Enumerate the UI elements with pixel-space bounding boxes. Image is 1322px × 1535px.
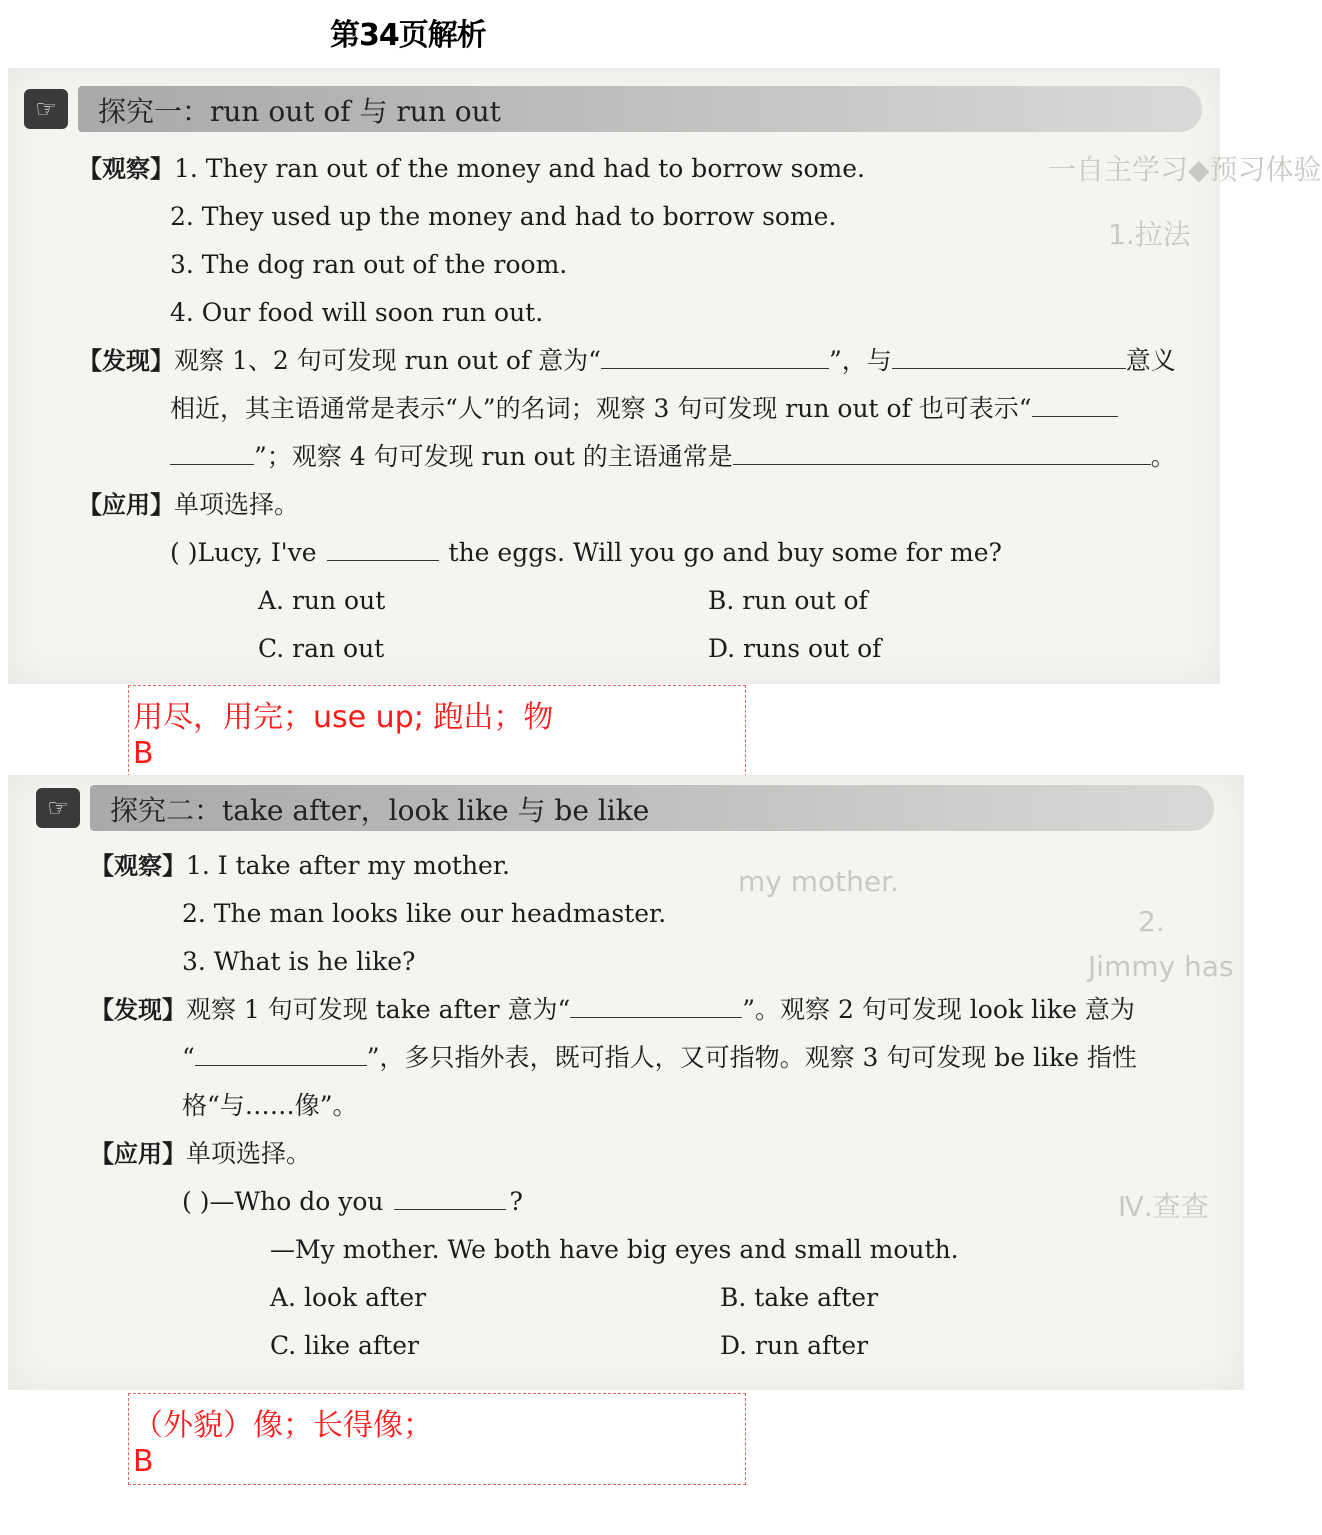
observe-line: 2. The man looks like our headmaster. [182, 899, 667, 928]
section-title: 探究二：take after，look like 与 be like [110, 794, 650, 827]
option-a: A. run out [258, 586, 386, 615]
answer-box [128, 1393, 746, 1485]
discover-line: 【发现】观察 1 句可发现 take after 意为“ ”。观察 2 句可发现 look like 意为 [90, 995, 1135, 1024]
observe-line: 【观察】1. I take after my mother. [90, 851, 510, 880]
answer-blank [733, 442, 1151, 465]
answer-text: 用尽，用完；use up; 跑出；物 [133, 700, 554, 735]
bleed-through: 一自主学习◆预习体验 [1048, 153, 1322, 186]
question: ( )Lucy, I've the eggs. Will you go and buy some for me? [170, 538, 1002, 567]
observe-line: 【观察】1. They ran out of the money and had to borrow some. [78, 154, 865, 183]
bleed-through: 1.拉法 [1108, 218, 1191, 251]
section-header [24, 86, 1202, 132]
apply-line: 【应用】单项选择。 [78, 490, 300, 519]
apply-line: 【应用】单项选择。 [90, 1139, 312, 1168]
answer-choice: B [133, 1444, 154, 1479]
answer-blank [195, 1043, 367, 1066]
option-b: B. take after [720, 1283, 879, 1312]
answer-choice: B [133, 736, 154, 771]
answer-blank [394, 1187, 506, 1210]
bleed-through: 2. [1138, 905, 1165, 938]
pointing-hand-icon: ☞ [36, 788, 80, 828]
answer-blank [892, 346, 1126, 369]
answer-blank [170, 442, 254, 465]
observe-line: 4. Our food will soon run out. [170, 298, 544, 327]
textbook-scan-1 [8, 68, 1322, 684]
option-d: D. runs out of [708, 634, 882, 663]
option-a: A. look after [270, 1283, 427, 1312]
page-title: 第34页解析 [330, 18, 486, 53]
textbook-scan-2 [8, 775, 1244, 1390]
answer-text: （外貌）像；长得像； [133, 1408, 433, 1443]
observe-line: 3. The dog ran out of the room. [170, 250, 568, 279]
bleed-through: my mother. [738, 865, 899, 898]
answer-box [128, 685, 746, 777]
discover-line: ”；观察 4 句可发现 run out 的主语通常是 。 [170, 440, 1176, 474]
discover-line: “ ”，多只指外表，既可指人，又可指物。观察 3 句可发现 be like 指性 [182, 1043, 1137, 1072]
observe-line: 2. They used up the money and had to borrow some. [170, 202, 837, 231]
discover-line: 格“与……像”。 [182, 1091, 358, 1120]
answer-blank [601, 346, 829, 369]
observe-line: 3. What is he like? [182, 947, 416, 976]
option-c: C. ran out [258, 634, 385, 663]
question: ( )—Who do you ? [182, 1187, 523, 1216]
option-d: D. run after [720, 1331, 869, 1360]
discover-line: 【发现】观察 1、2 句可发现 run out of 意为“ ”，与 意义 [78, 346, 1176, 375]
bleed-through: Jimmy has [1088, 950, 1234, 983]
option-b: B. run out of [708, 586, 868, 615]
answer-blank [570, 995, 742, 1018]
pointing-hand-icon: ☞ [24, 89, 68, 129]
answer-blank [327, 538, 439, 561]
section-title: 探究一：run out of 与 run out [98, 95, 501, 128]
question-response: —My mother. We both have big eyes and small mouth. [270, 1235, 959, 1264]
option-c: C. like after [270, 1331, 419, 1360]
discover-line: 相近，其主语通常是表示“人”的名词；观察 3 句可发现 run out of 也可表示“ [170, 392, 1118, 426]
section-header [36, 785, 1214, 831]
bleed-through: Ⅳ.查查 [1118, 1190, 1209, 1223]
answer-blank [1032, 394, 1118, 417]
